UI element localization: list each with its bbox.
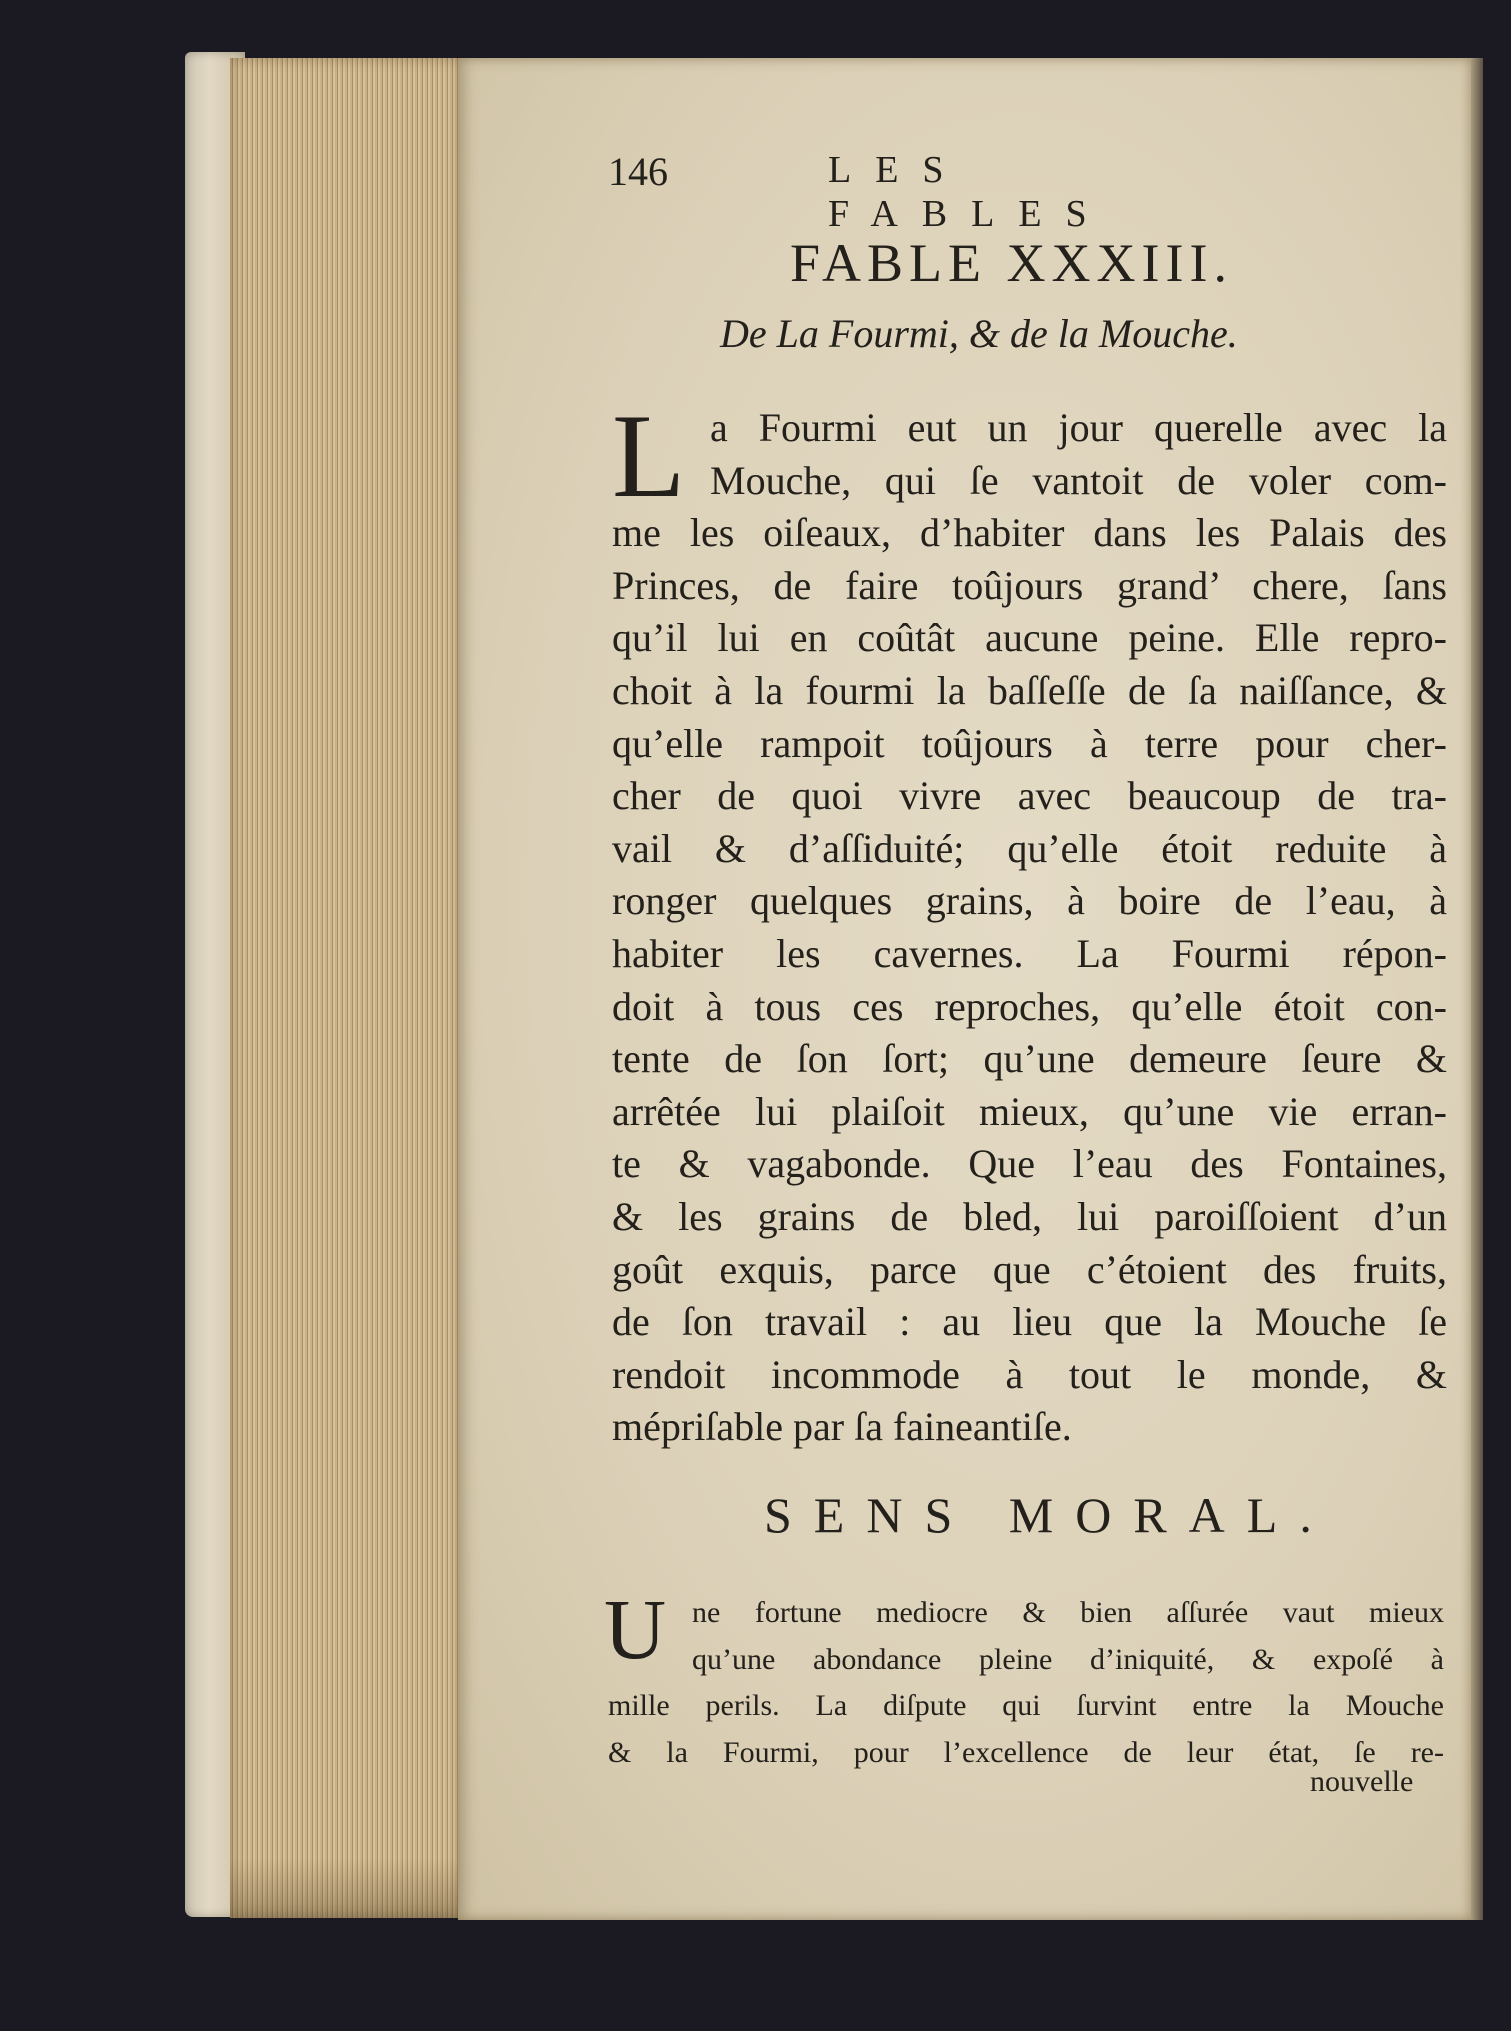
page-edges	[230, 58, 462, 1918]
body-line: doit à tous ces reproches, qu’elle étoit con-	[612, 983, 1447, 1029]
body-line: qu’il lui en coûtât aucune peine. Elle repro-	[612, 615, 1447, 661]
body-line: vail & d’aſſiduité; qu’elle étoit reduite à	[612, 825, 1447, 871]
body-line: me les oiſeaux, d’habiter dans les Palais des	[612, 510, 1447, 556]
body-line: a Fourmi eut un jour querelle avec la	[710, 405, 1447, 450]
body-line: Princes, de faire toûjours grand’ chere, ſans	[612, 562, 1447, 608]
body-line: goût exquis, parce que c’étoient des fruits,	[612, 1246, 1447, 1292]
page-gutter-edge	[1471, 58, 1483, 1920]
running-head	[608, 148, 1248, 235]
fable-body	[612, 402, 1447, 1454]
moral-line: mille perils. La diſpute qui ſurvint entre la Mouche	[608, 1689, 1444, 1722]
moral-line: qu’une abondance pleine d’iniquité, & expoſé à	[692, 1642, 1444, 1676]
moral-drop-cap: U	[604, 1581, 667, 1677]
body-line-last: mépriſable par ſa faineantiſe.	[612, 1404, 1072, 1450]
fable-number: FABLE XXXIII.	[790, 233, 1233, 293]
body-line: tente de ſon ſort; qu’une demeure ſeure &	[612, 1036, 1447, 1082]
body-line: ronger quelques grains, à boire de l’eau, à	[612, 878, 1447, 924]
moral-line: & la Fourmi, pour l’excellence de leur état, ſe re-	[608, 1735, 1444, 1769]
body-line: de ſon travail : au lieu que la Mouche ſe	[612, 1299, 1447, 1345]
body-line: rendoit incommode à tout le monde, &	[612, 1351, 1447, 1397]
moral-line: ne fortune mediocre & bien aſſurée vaut mieux	[692, 1596, 1444, 1629]
moral-body	[608, 1590, 1444, 1776]
body-line: qu’elle rampoit toûjours à terre pour cher-	[612, 720, 1447, 766]
body-line: habiter les cavernes. La Fourmi répon-	[612, 930, 1447, 976]
fable-subtitle: De La Fourmi, & de la Mouche.	[720, 311, 1238, 356]
body-line: Mouche, qui ſe vantoit de voler com-	[710, 457, 1447, 503]
body-line: te & vagabonde. Que l’eau des Fontaines,	[612, 1141, 1447, 1187]
body-line: cher de quoi vivre avec beaucoup de tra-	[612, 773, 1447, 819]
drop-cap: L	[612, 389, 686, 522]
page-number: 146	[608, 149, 668, 194]
body-line: & les grains de bled, lui paroiſſoient d’un	[612, 1193, 1447, 1239]
moral-heading: SENS MORAL.	[764, 1487, 1334, 1543]
catchword: nouvelle	[1310, 1765, 1414, 1798]
running-title: LES FABLES	[828, 149, 1111, 235]
body-line: choit à la fourmi la baſſeſſe de ſa naiſſance, &	[612, 667, 1447, 713]
body-line: arrêtée lui plaiſoit mieux, qu’une vie erran-	[612, 1088, 1447, 1134]
